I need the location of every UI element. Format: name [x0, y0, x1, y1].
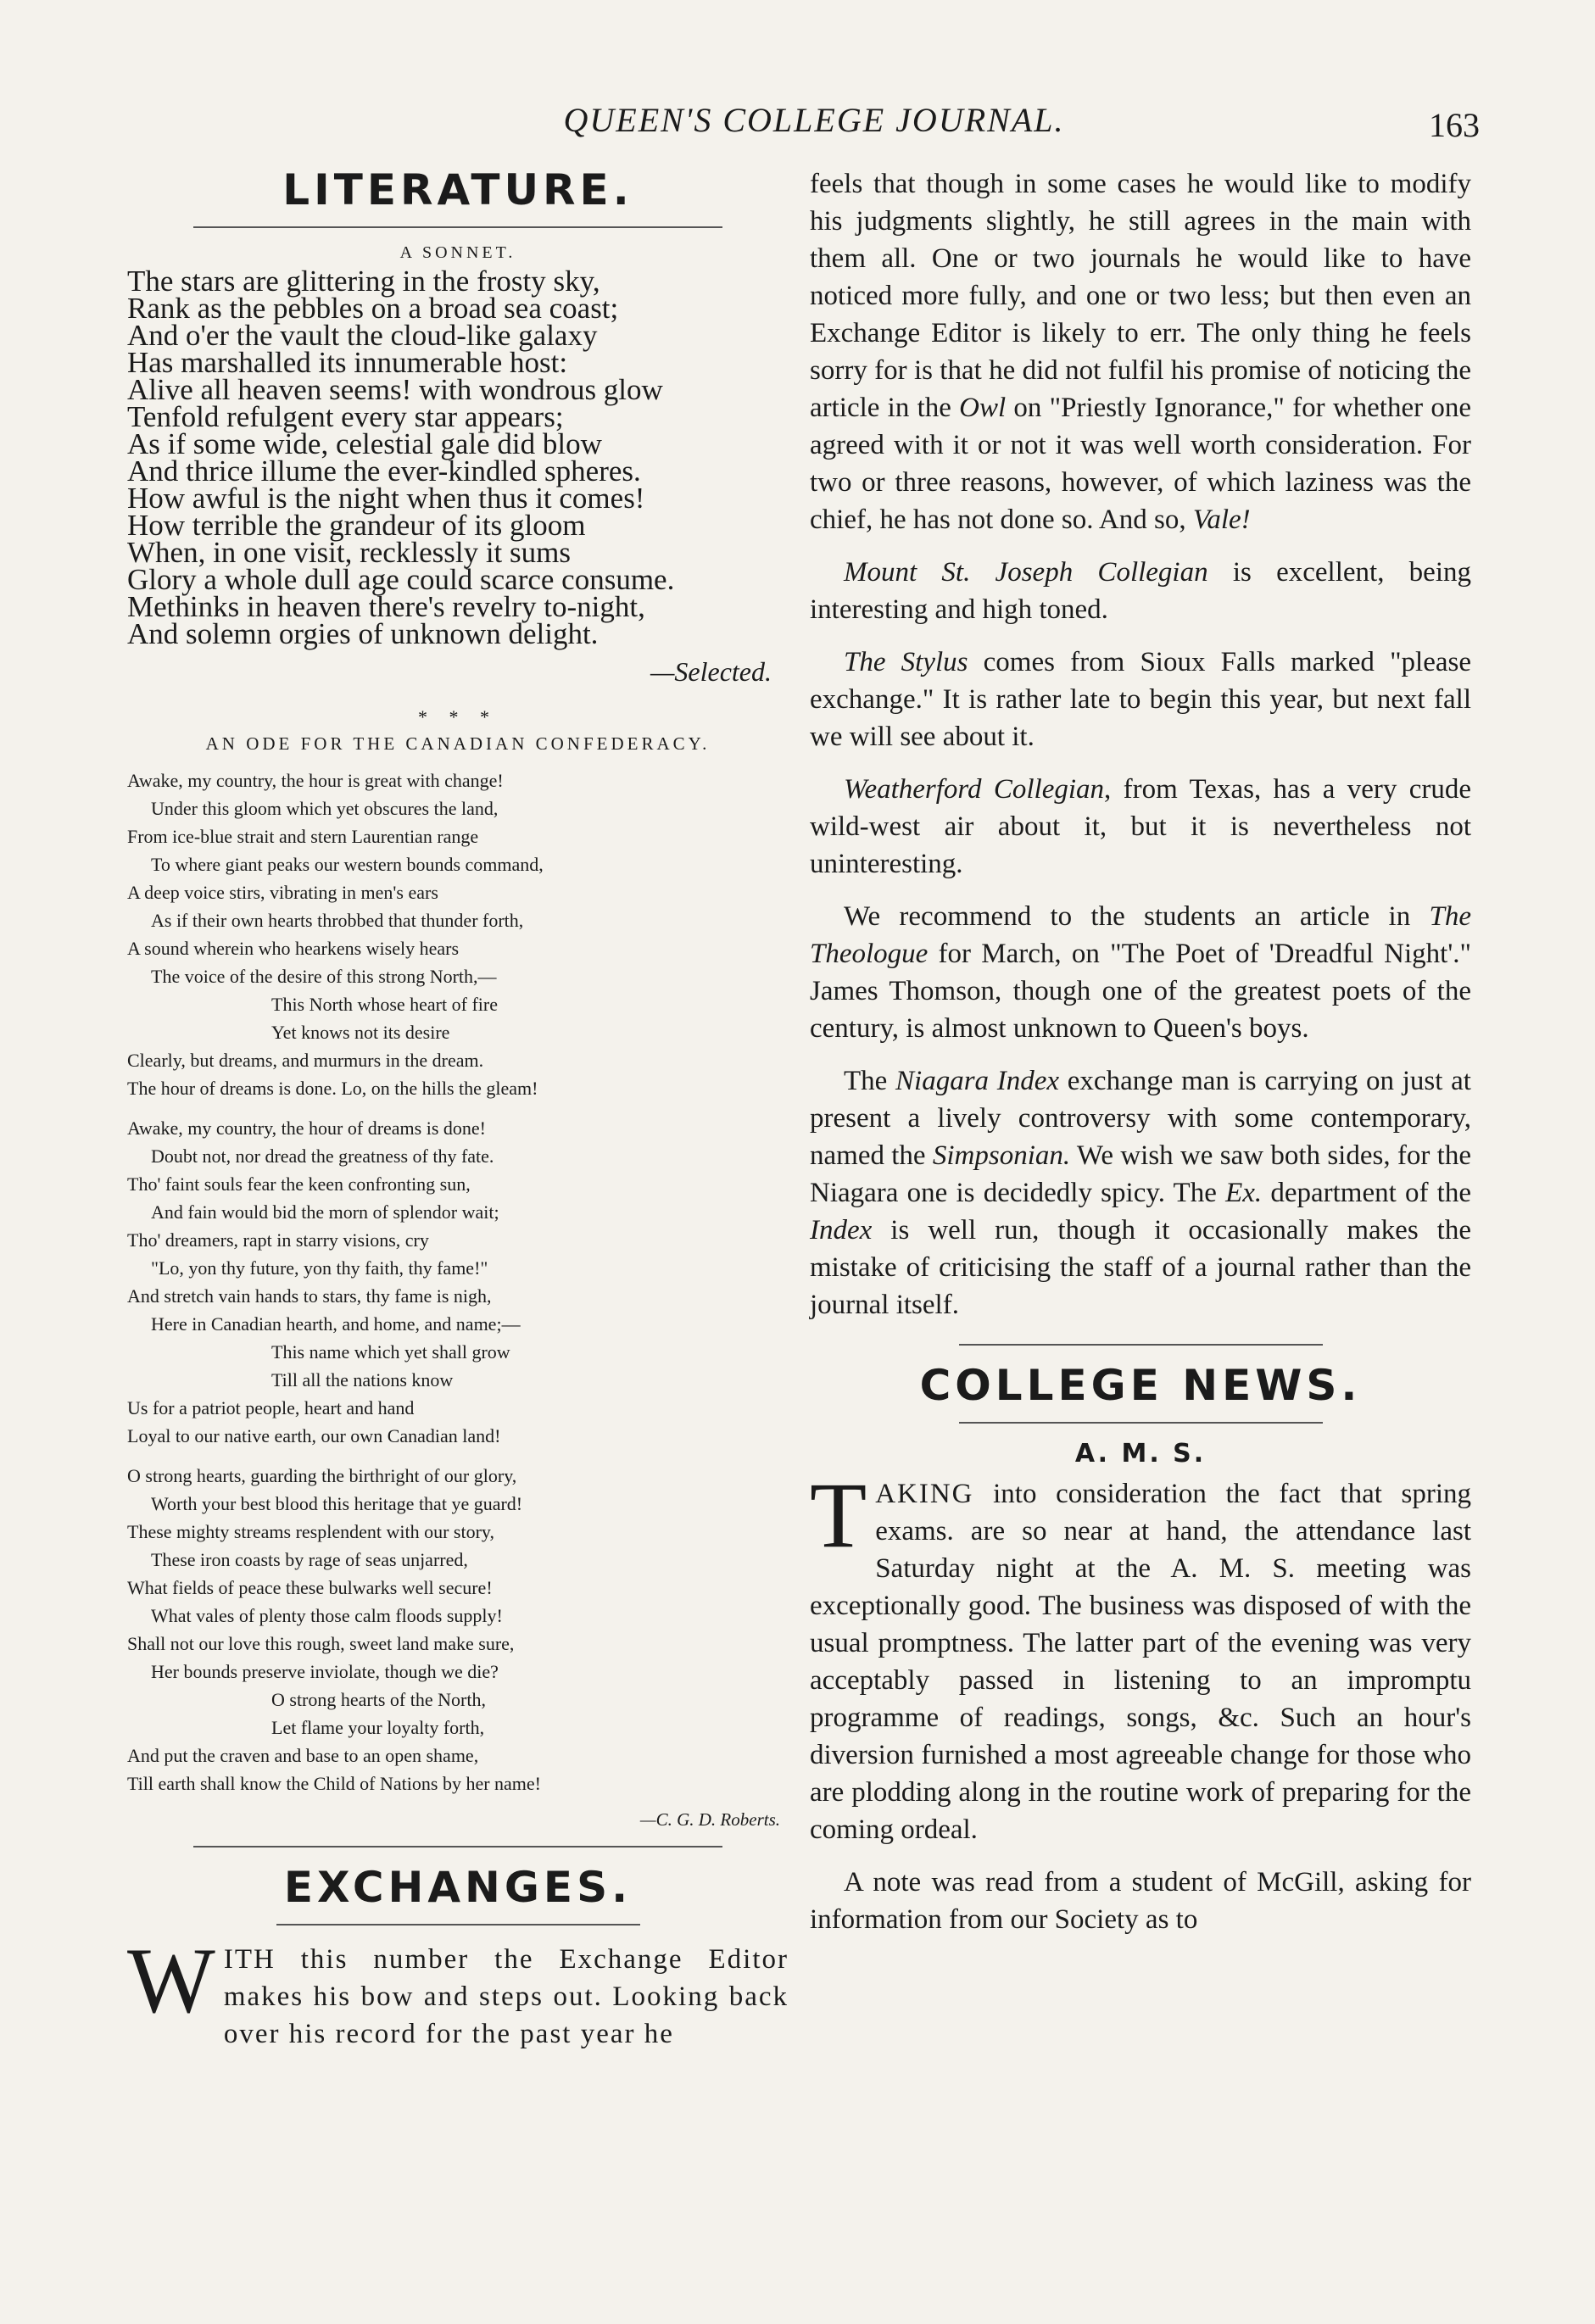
poem-line: What vales of plenty those calm floods supply!: [151, 1605, 503, 1626]
poem-line: "Lo, yon thy future, yon thy faith, thy fame!": [151, 1257, 488, 1279]
drop-cap: W: [127, 1929, 215, 2032]
poem-line: As if some wide, celestial gale did blow: [127, 427, 602, 460]
ams-paragraph: TAKING into consideration the fact that spring exams. are so near at hand, the attendance last Saturday night at the A. M. S. meeting was exceptionally good. The business was disposed of with the usual promptness. The latter part of the evening was very acceptably passed in listening to an impromptu programme of readings, songs, &c. Such an hour's diversion furnished a most agreeable change for those who are plodding along in the routine work of preparing for the coming ordeal.: [810, 1463, 1471, 1845]
section-rule: [193, 1846, 722, 1847]
poem-line: A deep voice stirs, vibrating in men's ears: [127, 882, 438, 903]
page-number: 163: [1429, 106, 1480, 144]
poem-line: From ice-blue strait and stern Laurentian range: [127, 826, 479, 847]
heading-rule: [276, 1924, 640, 1926]
poem-line: The stars are glittering in the frosty sky,: [127, 265, 600, 298]
exchange-note-stylus: The Stylus comes from Sioux Falls marked "please exchange." It is rather late to begin this year, but next fall we will see about it.: [810, 647, 1472, 752]
poem-line: Under this gloom which yet obscures the land,: [151, 798, 499, 819]
poem-line: Tenfold refulgent every star appears;: [127, 400, 564, 433]
poem-line: And thrice illume the ever-kindled spheres.: [127, 454, 641, 488]
poem-line: Doubt not, nor dread the greatness of thy fate.: [151, 1145, 494, 1167]
poem-line: Awake, my country, the hour is great with change!: [127, 770, 504, 791]
right-column: [810, 165, 1471, 1953]
poem-line: These iron coasts by rage of seas unjarred,: [151, 1549, 468, 1570]
poem-line: Rank as the pebbles on a broad sea coast;: [127, 292, 619, 325]
literature-heading: LITERATURE.: [282, 165, 633, 215]
poem-line: Awake, my country, the hour of dreams is done!: [127, 1117, 486, 1139]
poem-line: And o'er the vault the cloud-like galaxy: [127, 319, 598, 352]
poem-line: This name which yet shall grow: [271, 1341, 510, 1363]
poem-line: This North whose heart of fire: [271, 994, 498, 1015]
poem-line: These mighty streams resplendent with our story,: [127, 1521, 494, 1542]
poem-line: Glory a whole dull age could scarce consume.: [127, 563, 675, 596]
poem-line: How terrible the grandeur of its gloom: [127, 509, 586, 542]
sonnet-attribution: —Selected.: [650, 656, 772, 687]
exchanges-heading: EXCHANGES.: [283, 1863, 633, 1912]
ode-stanza-3: [127, 1462, 789, 1797]
poem-line: Worth your best blood this heritage that ye guard!: [151, 1493, 523, 1514]
ode-attribution: —C. G. D. Roberts.: [639, 1809, 780, 1830]
exchanges-continued: [810, 165, 1471, 1324]
sonnet-title: A SONNET.: [399, 243, 516, 262]
poem-line: And stretch vain hands to stars, thy fame is nigh,: [127, 1285, 492, 1307]
exchanges-paragraph-continued: feels that though in some cases he would like to modify his judgments slightly, he still agrees in the main with them all. One or two journals he would like to have noticed more fully, and one or two less; but then even an Exchange Editor is likely to err. The only thing he feels sorry for is that he did not fulfil his promise of noticing the article in the Owl on "Priestly Ignorance," for whether one agreed with it or not it was well worth consideration. For two or three reasons, however, of which laziness was the chief, he has not done so. And so, Vale!: [810, 169, 1471, 535]
poem-line: Yet knows not its desire: [271, 1022, 450, 1043]
journal-title: QUEEN'S COLLEGE JOURNAL.: [563, 101, 1065, 139]
poem-line: The hour of dreams is done. Lo, on the hills the gleam!: [127, 1078, 538, 1099]
exchange-note-niagara-index: The Niagara Index exchange man is carrying on just at present a lively controversy with some contemporary, named the Simpsonian. We wish we saw both sides, for the Niagara one is decidedly spicy. The Ex. department of the Index is well run, though it occasionally makes the mistake of criticising the staff of a journal rather than the journal itself.: [810, 1066, 1471, 1320]
heading-rule: [959, 1422, 1323, 1424]
exchange-note-mount-st-joseph: Mount St. Joseph Collegian is excellent, being interesting and high toned.: [810, 557, 1471, 625]
ode-stanza-2: [127, 1114, 789, 1450]
poem-line: Tho' dreamers, rapt in starry visions, cry: [127, 1229, 429, 1251]
ams-note-paragraph: A note was read from a student of McGill, asking for information from our Society as to: [810, 1867, 1471, 1935]
heading-rule: [193, 226, 722, 228]
section-rule: [959, 1344, 1323, 1346]
exchanges-paragraph-start: ITH this number the Exchange Editor makes his bow and steps out. Looking back over his record for the past year he: [223, 1944, 789, 2049]
ode-stanza-1: [127, 766, 789, 1102]
exchange-note-weatherford: Weatherford Collegian, from Texas, has a very crude wild-west air about it, but it is nevertheless not uninteresting.: [810, 774, 1471, 879]
sonnet: [127, 265, 789, 650]
ode-title: AN ODE FOR THE CANADIAN CONFEDERACY.: [205, 733, 711, 754]
drop-cap: T: [810, 1463, 867, 1567]
college-news-heading: COLLEGE NEWS.: [919, 1361, 1362, 1410]
exchanges-intro: [127, 1929, 789, 2053]
poem-line: The voice of the desire of this strong North,—: [151, 966, 497, 987]
poem-line: Shall not our love this rough, sweet land make sure,: [127, 1633, 515, 1654]
poem-line: Her bounds preserve inviolate, though we die?: [151, 1661, 499, 1682]
poem-line: And put the craven and base to an open shame,: [127, 1745, 479, 1766]
poem-line: Us for a patriot people, heart and hand: [127, 1397, 415, 1418]
poem-line: And fain would bid the morn of splendor wait;: [151, 1201, 499, 1223]
poem-line: When, in one visit, recklessly it sums: [127, 536, 571, 569]
poem-line: A sound wherein who hearkens wisely hears: [127, 938, 460, 959]
poem-line: Has marshalled its innumerable host:: [127, 346, 568, 379]
poem-line: What fields of peace these bulwarks well secure!: [127, 1577, 493, 1598]
college-news-body: [810, 1463, 1471, 1938]
poem-line: Here in Canadian hearth, and home, and name;—: [151, 1313, 521, 1335]
poem-line: Methinks in heaven there's revelry to-night,: [127, 590, 645, 623]
poem-line: Let flame your loyalty forth,: [271, 1717, 485, 1738]
poem-line: O strong hearts of the North,: [271, 1689, 486, 1710]
poem-line: Till earth shall know the Child of Nations by her name!: [127, 1773, 542, 1794]
poem-line: Loyal to our native earth, our own Canadian land!: [127, 1425, 501, 1446]
poem-line: Till all the nations know: [271, 1369, 454, 1390]
poem-line: Clearly, but dreams, and murmurs in the dream.: [127, 1050, 484, 1071]
asterism: * * *: [418, 706, 498, 727]
poem-line: Alive all heaven seems! with wondrous glow: [127, 373, 663, 406]
poem-line: Tho' faint souls fear the keen confronting sun,: [127, 1173, 471, 1195]
exchange-note-theologue: We recommend to the students an article in The Theologue for March, on "The Poet of 'Dreadful Night'." James Thomson, though one of the greatest poets of the century, is almost unknown to Queen's boys.: [810, 901, 1471, 1044]
poem-line: And solemn orgies of unknown delight.: [127, 617, 599, 650]
left-column: [127, 165, 789, 2068]
poem-line: O strong hearts, guarding the birthright of our glory,: [127, 1465, 517, 1486]
poem-line: To where giant peaks our western bounds command,: [151, 854, 544, 875]
ams-subheading: A. M. S.: [1074, 1439, 1207, 1469]
poem-line: How awful is the night when thus it comes!: [127, 482, 645, 515]
poem-line: As if their own hearts throbbed that thunder forth,: [151, 910, 524, 931]
